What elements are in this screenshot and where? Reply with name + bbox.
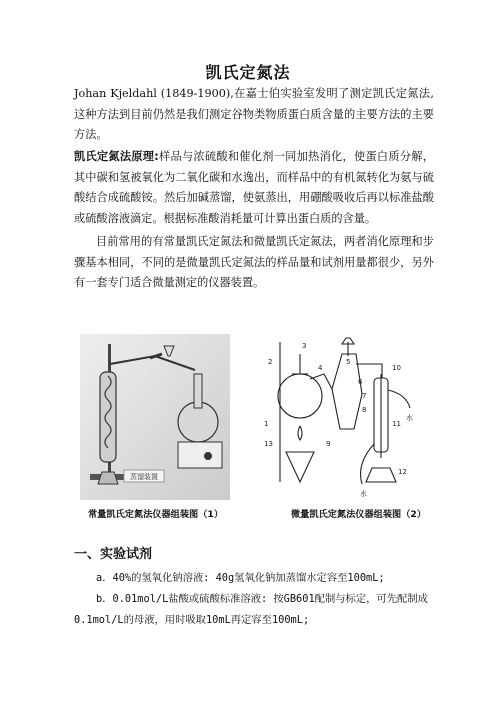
figure-micro-kjeldahl bbox=[262, 334, 422, 500]
micro-apparatus-diagram bbox=[262, 334, 422, 500]
diagram-label-13: 13 bbox=[264, 440, 273, 448]
diagram-label-11: 11 bbox=[392, 420, 401, 428]
principle-text: 样品与浓硫酸和催化剂一同加热消化，使蛋白质分解，其中碳和氢被氧化为二氧化碳和水逸出，而样品中的有机氮转化为氨与硫酸结合成硫酸铵。然后加碱蒸馏，使氨蒸出，用硼酸吸收后再以标准盐酸或硫酸溶液滴定。根据标准酸消耗量可计算出蛋白质的含量。 bbox=[74, 150, 434, 225]
diagram-label-4: 4 bbox=[318, 364, 323, 372]
principle-paragraph bbox=[74, 147, 434, 229]
diagram-label-8: 8 bbox=[362, 406, 367, 414]
intro-paragraph: Johan Kjeldahl (1849-1900),在嘉士伯实验室发明了测定凯氏定氮法,这种方法到目前仍然是我们测定谷物类物质蛋白质含量的主要方法的主要方法。 bbox=[74, 87, 434, 142]
figure2-caption: 微量凯氏定氮法仪器组装图（2） bbox=[291, 509, 427, 520]
figure1-caption: 常量凯氏定氮法仪器组装图（1） bbox=[88, 509, 224, 520]
diagram-label-10: 10 bbox=[392, 364, 401, 372]
figure-macro-kjeldahl bbox=[80, 334, 230, 500]
diagram-label-7: 7 bbox=[362, 392, 367, 400]
reagent-item-a: a．40%的氢氧化钠溶液: 40g氢氧化钠加蒸馏水定容至100mL; bbox=[96, 572, 385, 584]
photo-label: 蒸馏装置 bbox=[130, 473, 158, 481]
water-out-label: 水 bbox=[360, 490, 367, 498]
diagram-label-5: 5 bbox=[346, 358, 351, 366]
diagram-label-3: 3 bbox=[302, 342, 307, 350]
principle-label: 凯氏定氮法原理: bbox=[74, 150, 159, 163]
macro-apparatus-photo bbox=[80, 334, 230, 500]
diagram-label-2: 2 bbox=[268, 358, 273, 366]
section-heading-reagents: 一、实验试剂 bbox=[74, 547, 153, 562]
water-in-label: 水 bbox=[406, 414, 413, 422]
diagram-label-9: 9 bbox=[326, 440, 331, 448]
diagram-label-6: 6 bbox=[358, 378, 363, 386]
comparison-paragraph: 目前常用的有常量凯氏定氮法和微量凯氏定氮法，两者消化原理和步骤基本相同，不同的是微量凯氏定氮法的样品量和试剂用量都很少，另外有一套专门适合微量测定的仪器装置。 bbox=[74, 235, 434, 290]
document-title: 凯氏定氮法 bbox=[205, 63, 291, 82]
diagram-label-1: 1 bbox=[264, 420, 269, 428]
diagram-label-12: 12 bbox=[398, 468, 407, 476]
reagent-item-b: b．0.01mol/L盐酸或硫酸标准溶液: 按GB601配制与标定，可先配制成0.1mol/L的母液，用时吸取10mL再定容至100mL; bbox=[74, 593, 428, 626]
